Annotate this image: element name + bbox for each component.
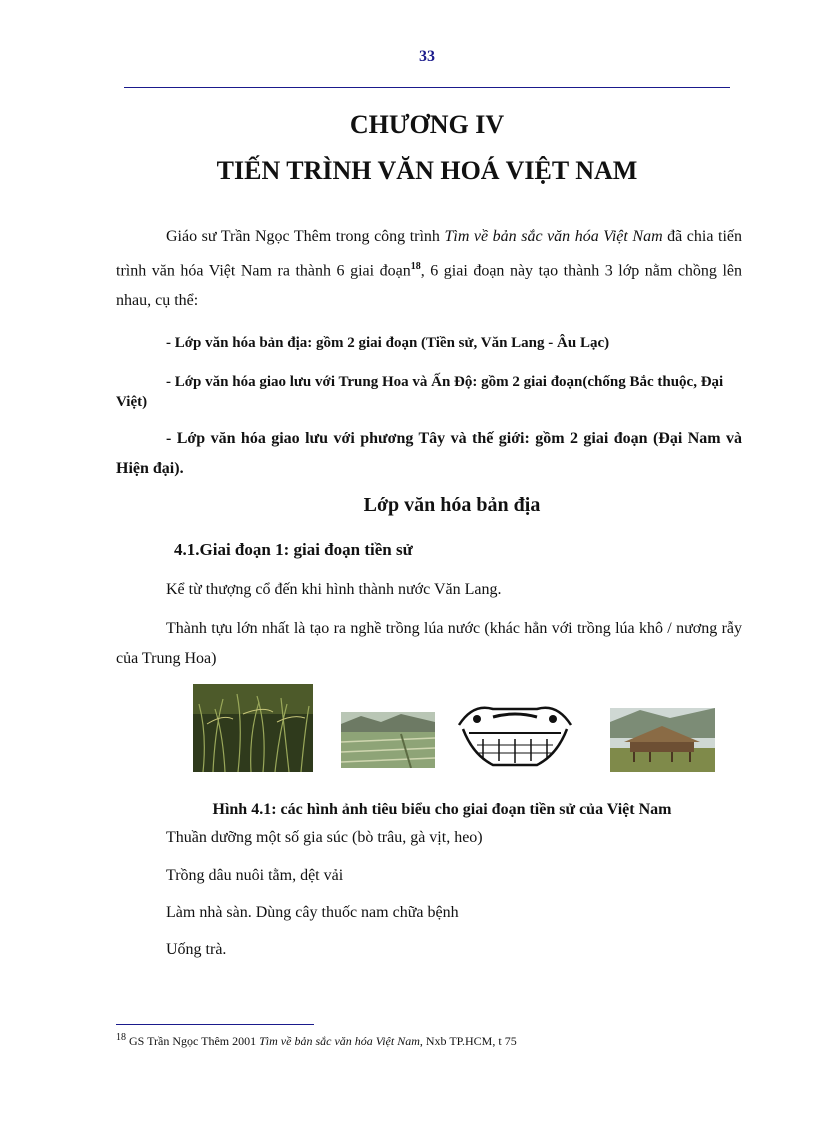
figure-caption: Hình 4.1: các hình ảnh tiêu biểu cho giai đoạn tiền sử của Việt Nam xyxy=(212,801,672,818)
achievement-text: Thành tựu lớn nhất là tạo ra nghề trồng lúa nước (khác hẳn với trồng lúa khô / nương rẫy của Trung Hoa) xyxy=(116,620,742,667)
footnote-book-title: Tìm về bản sắc văn hóa Việt Nam xyxy=(259,1034,420,1048)
chapter-label: CHƯƠNG IV xyxy=(349,110,505,139)
layer-item-2 xyxy=(116,372,742,412)
intro-text-2: đã chia tiến trình văn hóa Việt Nam ra thành 6 giai đoạn xyxy=(116,228,742,280)
page-number: 33 xyxy=(419,48,435,65)
footnote xyxy=(116,1032,517,1049)
footnote-text-2: , Nxb TP.HCM, t 75 xyxy=(419,1034,517,1048)
rice-field-photo xyxy=(341,712,435,768)
layer-item-2-text: - Lớp văn hóa giao lưu với Trung Hoa và Ấn Độ: gồm 2 giai đoạn(chống Bắc thuộc, Đại Việt) xyxy=(116,374,724,410)
intro-book-title: Tìm về bản sắc văn hóa Việt Nam xyxy=(444,228,663,245)
bronze-drum-engraving xyxy=(453,695,577,775)
stilt-house-photo xyxy=(610,708,715,772)
intro-text-1: Giáo sư Trần Ngọc Thêm trong công trình xyxy=(166,228,445,245)
achievement-line-2: Trồng dâu nuôi tằm, dệt vải xyxy=(166,867,344,884)
rice-plant-photo xyxy=(193,684,313,772)
intro-paragraph xyxy=(116,222,742,316)
chapter-title: TIẾN TRÌNH VĂN HOÁ VIỆT NAM xyxy=(216,156,638,185)
layer-item-1: - Lớp văn hóa bản địa: gồm 2 giai đoạn (Tiền sử, Văn Lang - Âu Lạc) xyxy=(166,335,610,351)
footnote-rule xyxy=(116,1024,314,1025)
achievement-line-3: Làm nhà sàn. Dùng cây thuốc nam chữa bệnh xyxy=(166,904,459,921)
period-line: Kể từ thượng cổ đến khi hình thành nước Văn Lang. xyxy=(166,581,502,598)
section-heading: Lớp văn hóa bản địa xyxy=(363,494,541,516)
footnote-ref: 18 xyxy=(410,261,421,272)
header-rule xyxy=(124,87,730,88)
layer-item-3-text: - Lớp văn hóa giao lưu với phương Tây và thế giới: gồm 2 giai đoạn (Đại Nam và Hiện đại). xyxy=(116,430,742,477)
achievement-paragraph xyxy=(116,614,742,674)
subsection-heading: 4.1.Giai đoạn 1: giai đoạn tiền sử xyxy=(174,540,413,559)
achievement-line-4: Uống trà. xyxy=(166,941,227,958)
intro-text-3: , 6 giai đoạn này tạo thành 3 lớp nằm chồng lên nhau, cụ thể: xyxy=(116,262,743,310)
layer-item-3 xyxy=(116,424,742,484)
footnote-text-1: GS Trần Ngọc Thêm 2001 xyxy=(126,1034,260,1048)
footnote-number: 18 xyxy=(116,1032,126,1043)
achievement-line-1: Thuần dưỡng một số gia súc (bò trâu, gà vịt, heo) xyxy=(166,829,483,846)
